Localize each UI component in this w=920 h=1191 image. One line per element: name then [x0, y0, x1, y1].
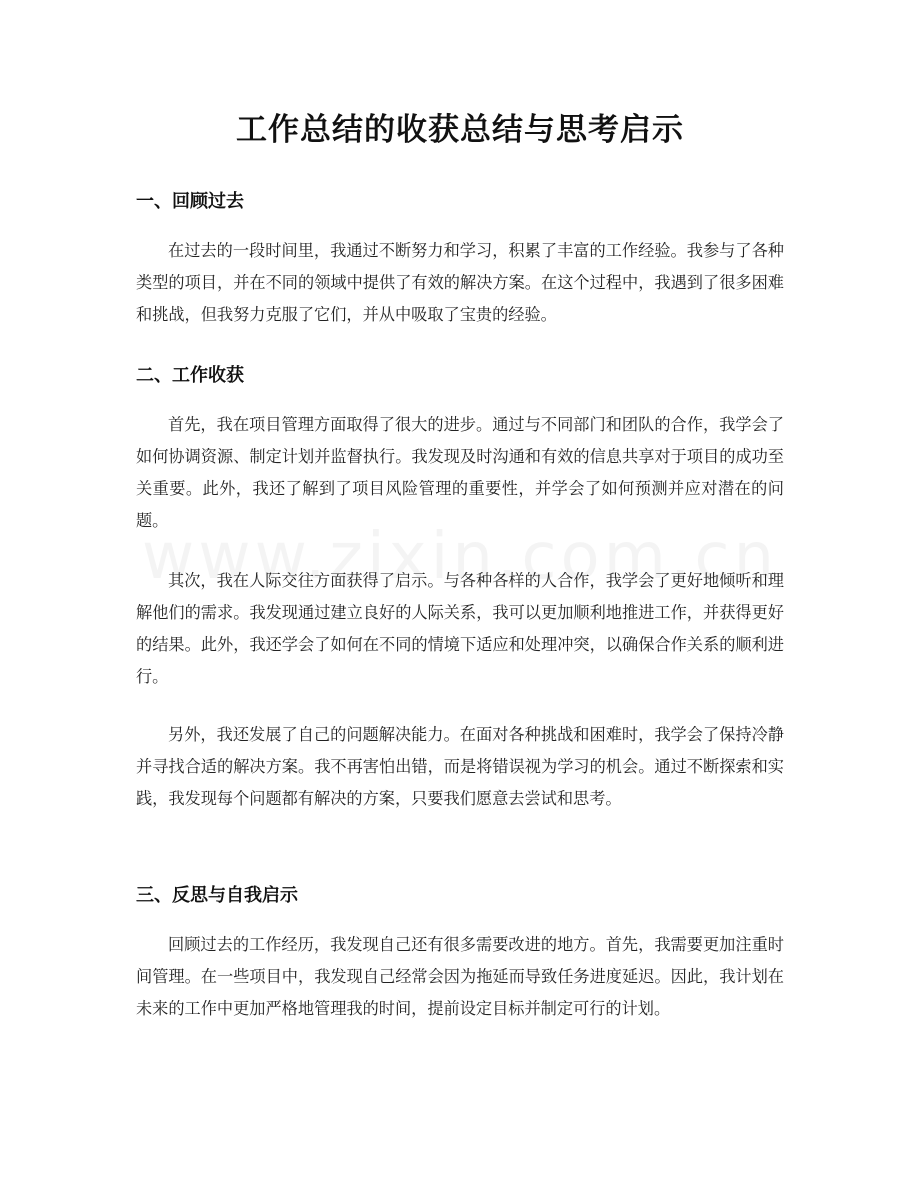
paragraph-review: 在过去的一段时间里，我通过不断努力和学习，积累了丰富的工作经验。我参与了各种类型的项目，并在不同的领域中提供了有效的解决方案。在这个过程中，我遇到了很多困难和挑战，但我努力克服了它们，并从中吸取了宝贵的经验。: [136, 241, 784, 324]
section-heading-gains: 二、工作收获: [136, 365, 244, 386]
section-heading-reflection: 三、反思与自我启示: [136, 885, 298, 906]
section-heading-review: 一、回顾过去: [136, 191, 244, 212]
paragraph-project-management: 首先，我在项目管理方面取得了很大的进步。通过与不同部门和团队的合作，我学会了如何协调资源、制定计划并监督执行。我发现及时沟通和有效的信息共享对于项目的成功至关重要。此外，我还了解到了项目风险管理的重要性，并学会了如何预测并应对潜在的问题。: [136, 415, 784, 530]
paragraph-time-management: 回顾过去的工作经历，我发现自己还有很多需要改进的地方。首先，我需要更加注重时间管理。在一些项目中，我发现自己经常会因为拖延而导致任务进度延迟。因此，我计划在未来的工作中更加严格地管理我的时间，提前设定目标并制定可行的计划。: [136, 935, 784, 1018]
paragraph-interpersonal: 其次，我在人际交往方面获得了启示。与各种各样的人合作，我学会了更好地倾听和理解他们的需求。我发现通过建立良好的人际关系，我可以更加顺利地推进工作，并获得更好的结果。此外，我还学会了如何在不同的情境下适应和处理冲突，以确保合作关系的顺利进行。: [136, 571, 784, 686]
document-title: 工作总结的收获总结与思考启示: [236, 112, 684, 148]
paragraph-problem-solving: 另外，我还发展了自己的问题解决能力。在面对各种挑战和困难时，我学会了保持冷静并寻找合适的解决方案。我不再害怕出错，而是将错误视为学习的机会。通过不断探索和实践，我发现每个问题都有解决的方案，只要我们愿意去尝试和思考。: [136, 725, 784, 808]
